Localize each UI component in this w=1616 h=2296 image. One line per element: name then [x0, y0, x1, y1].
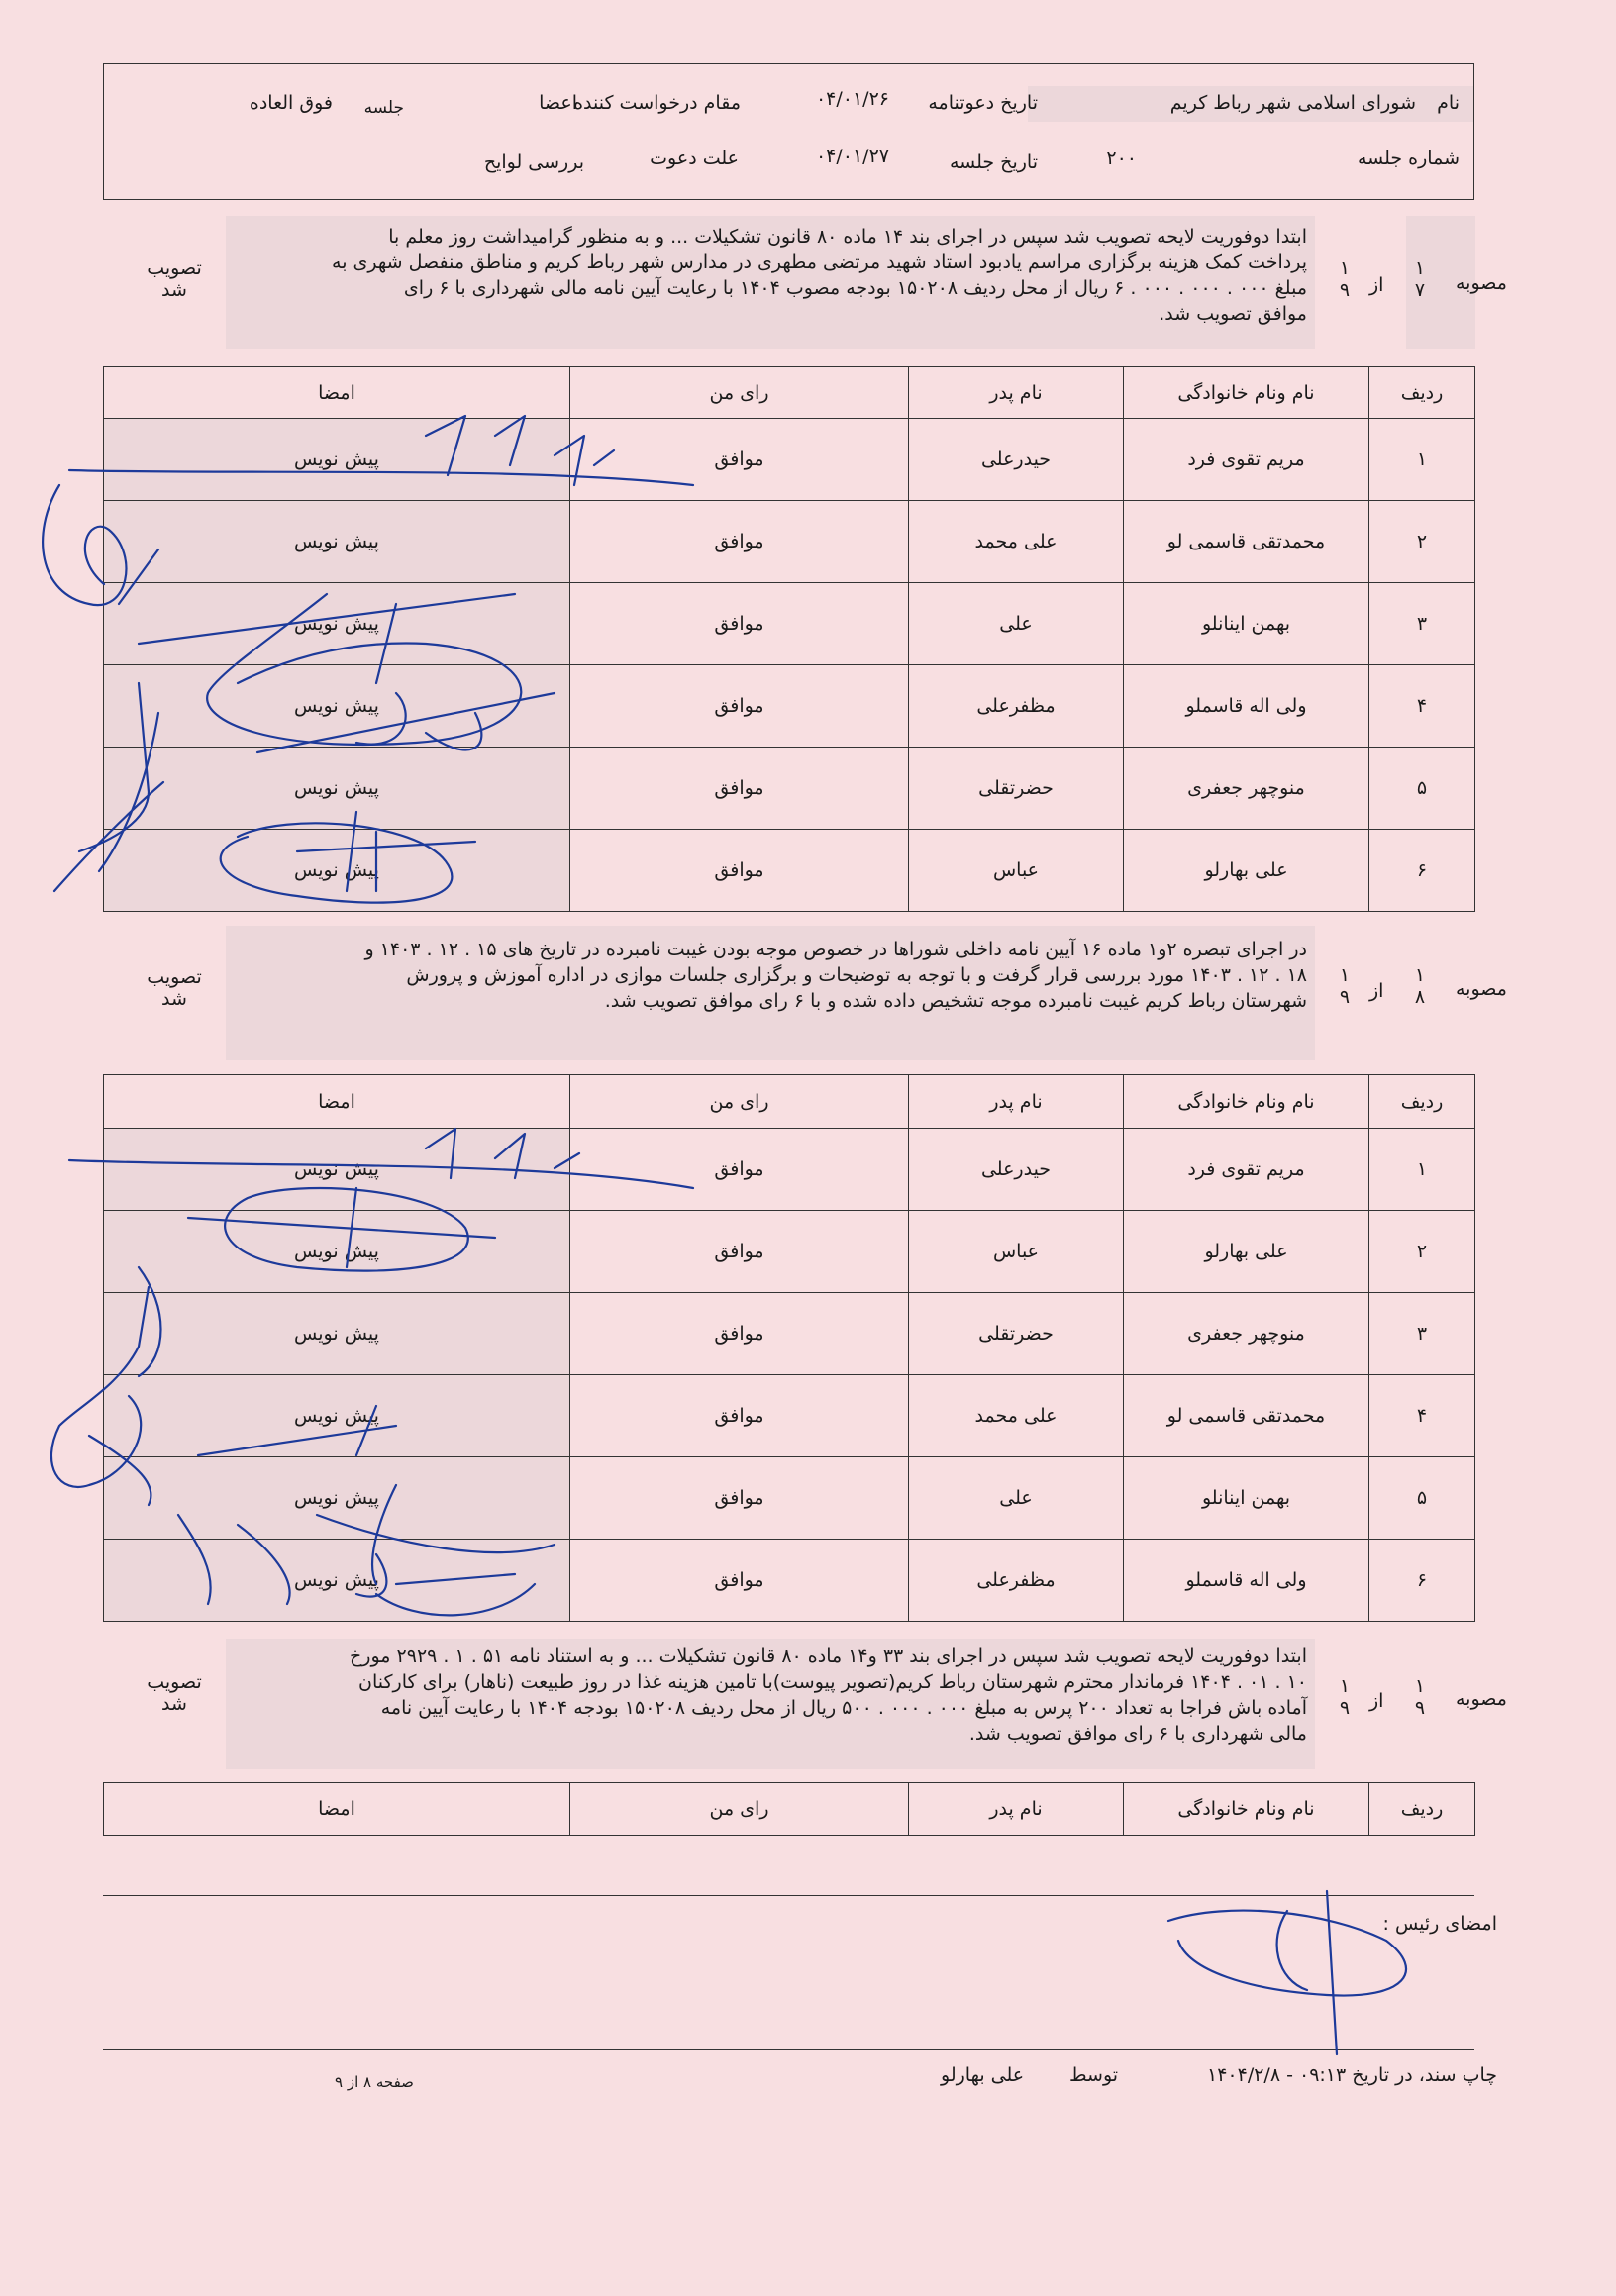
resolution-2-line-2: ۱۸ . ۱۲ . ۱۴۰۳ مورد بررسی قرار گرفت و با توجه به توضیحات و برگزاری جلسات موازی در اداره آموزش و پرورش [406, 964, 1307, 986]
resolution-3-line-2: ۱۰ . ۰۱ . ۱۴۰۴ فرماندار محترم شهرستان رباط کریم(تصویر پیوست)با تامین هزینه غذا در روز طبیعت (ناهار) برای کارکنان [358, 1671, 1307, 1693]
cell-father: علی محمد [909, 1375, 1124, 1457]
cell-father: علی [909, 1457, 1124, 1540]
cell-row: ۵ [1369, 748, 1475, 830]
col-row-header: ردیف [1369, 1783, 1475, 1836]
cell-vote: موافق [570, 665, 909, 748]
col-vote-header: رای من [570, 367, 909, 419]
header-invite-reason-label: علت دعوت [650, 148, 739, 169]
cell-row: ۲ [1369, 1211, 1475, 1293]
header-session-type-value: فوق العاده [249, 92, 333, 114]
vote-table-1 [103, 366, 1475, 912]
vote-table-2 [103, 1074, 1475, 1622]
cell-father: مظفرعلی [909, 1540, 1124, 1622]
cell-vote: موافق [570, 501, 909, 583]
cell-father: علی [909, 583, 1124, 665]
resolution-3-line-3: آماده باش فراجا به تعداد ۲۰۰ پرس به مبلغ ۰۰۰ . ۰۰۰ . ۵۰۰ ریال از محل ردیف ۱۵۰۲۰۸ بودجه ۱۴۰۴ با رعایت آیین نامه [380, 1697, 1307, 1719]
cell-name: بهمن اینانلو [1124, 1457, 1369, 1540]
resolution-3-line-1: ابتدا دوفوریت لایحه تصویب شد سپس در اجرای بند ۳۳ و۱۴ ماده ۸۰ قانون تشکیلات ... و به استناد نامه ۵۱ . ۱ . ۲۹۲۹ مورخ [350, 1646, 1307, 1667]
table-row [104, 501, 1475, 583]
cell-name: منوچهر جعفری [1124, 1293, 1369, 1375]
cell-row: ۳ [1369, 583, 1475, 665]
resolution-1-line-1: ابتدا دوفوریت لایحه تصویب شد سپس در اجرای بند ۱۴ ماده ۸۰ قانون تشکیلات ... و به منظور گرامیداشت روز معلم با [388, 226, 1307, 248]
resolution-1-line-2: پرداخت کمک هزینه برگزاری مراسم یادبود استاد شهید مرتضی مطهری در مدارس شهر رباط کریم و مناطق منفصل شهری به [332, 251, 1307, 273]
header-session-date-label: تاریخ جلسه [949, 151, 1038, 173]
table-row [104, 748, 1475, 830]
cell-father: حیدرعلی [909, 1129, 1124, 1211]
cell-name: علی بهارلو [1124, 830, 1369, 912]
cell-father: حضرتقلی [909, 748, 1124, 830]
header-invite-date-value: ۰۴/۰۱/۲۶ [815, 88, 889, 110]
cell-name: مریم تقوی فرد [1124, 1129, 1369, 1211]
resolution-3-total: ۱ ۹ [1339, 1675, 1351, 1719]
resolution-3-status: تصویب شد [147, 1671, 202, 1715]
header-name-label: نام [1437, 92, 1460, 114]
header-invite-date-label: تاریخ دعوتنامه [928, 92, 1038, 114]
header-session-date-value: ۰۴/۰۱/۲۷ [815, 146, 889, 167]
resolution-1-total: ۱ ۹ [1339, 257, 1351, 301]
col-sign-header: امضا [104, 367, 570, 419]
cell-sign: پیش نویس [104, 748, 570, 830]
resolution-1-label: مصوبه [1456, 272, 1507, 294]
col-name-header: نام ونام خانوادگی [1124, 1075, 1369, 1129]
print-by-label: توسط [1069, 2064, 1119, 2086]
cell-sign: پیش نویس [104, 583, 570, 665]
cell-row: ۶ [1369, 830, 1475, 912]
resolution-1-text [218, 224, 1307, 327]
cell-father: علی محمد [909, 501, 1124, 583]
cell-sign: پیش نویس [104, 1457, 570, 1540]
resolution-2-line-1: در اجرای تبصره ۲و۱ ماده ۱۶ آیین نامه داخلی شوراها در خصوص موجه بودن غیبت نامبرده در تاریخ های ۱۵ . ۱۲ . ۱۴۰۳ و [364, 939, 1307, 960]
cell-sign: پیش نویس [104, 830, 570, 912]
header-requester-value: اعضا [539, 92, 577, 114]
vote-table-3 [103, 1782, 1475, 1836]
col-father-header: نام پدر [909, 367, 1124, 419]
cell-sign: پیش نویس [104, 1293, 570, 1375]
cell-sign: پیش نویس [104, 1375, 570, 1457]
cell-vote: موافق [570, 1129, 909, 1211]
cell-name: ولی اله قاسملو [1124, 665, 1369, 748]
cell-father: عباس [909, 1211, 1124, 1293]
cell-name: محمدتقی قاسمی لو [1124, 501, 1369, 583]
table-row [104, 830, 1475, 912]
cell-vote: موافق [570, 1540, 909, 1622]
cell-vote: موافق [570, 748, 909, 830]
cell-vote: موافق [570, 1293, 909, 1375]
resolution-2-of: از [1369, 980, 1384, 1002]
resolution-2-line-3: شهرستان رباط کریم غیبت نامبرده موجه تشخیص داده شده و با ۶ رای موافق تصویب شد. [604, 990, 1307, 1012]
cell-name: ولی اله قاسملو [1124, 1540, 1369, 1622]
col-sign-header: امضا [104, 1075, 570, 1129]
header-requester-label: مقام درخواست کننده [573, 92, 741, 114]
cell-row: ۳ [1369, 1293, 1475, 1375]
col-name-header: نام ونام خانوادگی [1124, 367, 1369, 419]
table-row [104, 1211, 1475, 1293]
print-by-name: علی بهارلو [941, 2064, 1025, 2086]
cell-vote: موافق [570, 1211, 909, 1293]
cell-sign: پیش نویس [104, 419, 570, 501]
vote-table-2-header [104, 1075, 1475, 1129]
col-row-header: ردیف [1369, 1075, 1475, 1129]
col-vote-header: رای من [570, 1075, 909, 1129]
table-row [104, 419, 1475, 501]
resolution-3-text [218, 1644, 1307, 1747]
cell-sign: پیش نویس [104, 1129, 570, 1211]
header-invite-reason-value: بررسی لوایح [483, 151, 584, 173]
cell-row: ۴ [1369, 1375, 1475, 1457]
resolution-3-number: ۱ ۹ [1414, 1675, 1426, 1719]
chair-signature [1168, 1891, 1406, 2054]
resolution-1-line-4: موافق تصویب شد. [1159, 303, 1307, 325]
cell-row: ۶ [1369, 1540, 1475, 1622]
cell-row: ۱ [1369, 1129, 1475, 1211]
col-name-header: نام ونام خانوادگی [1124, 1783, 1369, 1836]
resolution-3-of: از [1369, 1690, 1384, 1712]
vote-table-3-header [104, 1783, 1475, 1836]
resolution-2-total: ۱ ۹ [1339, 964, 1351, 1008]
cell-name: مریم تقوی فرد [1124, 419, 1369, 501]
resolution-2-text [218, 937, 1307, 1014]
cell-father: عباس [909, 830, 1124, 912]
resolution-3-label: مصوبه [1456, 1688, 1507, 1710]
cell-sign: پیش نویس [104, 665, 570, 748]
cell-sign: پیش نویس [104, 1211, 570, 1293]
cell-vote: موافق [570, 583, 909, 665]
cell-father: مظفرعلی [909, 665, 1124, 748]
col-father-header: نام پدر [909, 1783, 1124, 1836]
chair-signature-label: امضای رئیس : [1382, 1913, 1497, 1935]
cell-name: علی بهارلو [1124, 1211, 1369, 1293]
cell-row: ۵ [1369, 1457, 1475, 1540]
resolution-2-status: تصویب شد [147, 966, 202, 1010]
cell-sign: پیش نویس [104, 501, 570, 583]
resolution-2-label: مصوبه [1456, 978, 1507, 1000]
cell-row: ۲ [1369, 501, 1475, 583]
page-number: صفحه ۸ از ۹ [335, 2073, 414, 2091]
col-vote-header: رای من [570, 1783, 909, 1836]
col-father-header: نام پدر [909, 1075, 1124, 1129]
table-row [104, 1457, 1475, 1540]
header-name-value: شورای اسلامی شهر رباط کریم [1169, 92, 1416, 114]
cell-father: حضرتقلی [909, 1293, 1124, 1375]
vote-table-1-header [104, 367, 1475, 419]
table-row [104, 1129, 1475, 1211]
cell-name: بهمن اینانلو [1124, 583, 1369, 665]
session-header [103, 63, 1474, 200]
table-row [104, 665, 1475, 748]
print-info: چاپ سند، در تاریخ ۰۹:۱۳ - ۱۴۰۴/۲/۸ [1207, 2064, 1497, 2086]
resolution-3-line-4: مالی شهرداری با ۶ رای موافق تصویب شد. [968, 1723, 1307, 1745]
table-row [104, 1540, 1475, 1622]
footer-divider-top [103, 1895, 1474, 1896]
cell-vote: موافق [570, 1375, 909, 1457]
cell-name: منوچهر جعفری [1124, 748, 1369, 830]
header-session-number-label: شماره جلسه [1357, 148, 1460, 169]
cell-row: ۴ [1369, 665, 1475, 748]
table-row [104, 1375, 1475, 1457]
table-row [104, 1293, 1475, 1375]
cell-sign: پیش نویس [104, 1540, 570, 1622]
table-row [104, 583, 1475, 665]
resolution-2-number: ۱ ۸ [1414, 964, 1426, 1008]
header-session-number-value: ۲۰۰ [1106, 148, 1137, 169]
cell-vote: موافق [570, 419, 909, 501]
resolution-1-of: از [1369, 274, 1384, 296]
cell-vote: موافق [570, 830, 909, 912]
footer-divider-bottom [103, 2049, 1474, 2050]
cell-father: حیدرعلی [909, 419, 1124, 501]
cell-row: ۱ [1369, 419, 1475, 501]
resolution-1-number: ۱ ۷ [1414, 257, 1426, 301]
resolution-1-status: تصویب شد [147, 257, 202, 301]
col-row-header: ردیف [1369, 367, 1475, 419]
cell-name: محمدتقی قاسمی لو [1124, 1375, 1369, 1457]
col-sign-header: امضا [104, 1783, 570, 1836]
resolution-1-line-3: مبلغ ۰۰۰ . ۰۰۰ . ۰۰۰ . ۶ ریال از محل ردیف ۱۵۰۲۰۸ بودجه مصوب ۱۴۰۴ با رعایت آیین نامه مالی شهرداری با ۶ رای [403, 277, 1307, 299]
header-session-type-label: جلسه [363, 98, 404, 118]
cell-vote: موافق [570, 1457, 909, 1540]
